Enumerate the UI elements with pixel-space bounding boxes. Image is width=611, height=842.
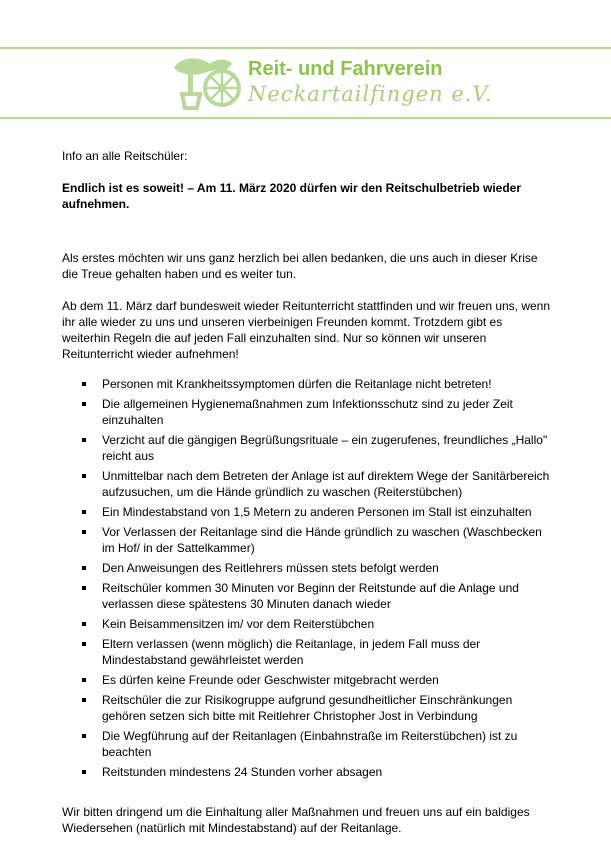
list-item [62,692,552,724]
bullet-icon [82,586,86,590]
rule-text: Verzicht auf die gängigen Begrüßungsrituale – ein zugerufenes, freundliches „Hallo" reicht aus [102,433,548,463]
letter-body [62,148,552,836]
rule-text: Es dürfen keine Freunde oder Geschwister mitgebracht werden [102,673,439,687]
club-logo [170,52,493,114]
rule-text: Reitschüler die zur Risikogruppe aufgrund gesundheitlicher Einschränkungen gehören setzen sich bitte mit Reitlehrer Christopher Jost in Verbindung [102,693,513,723]
letter-headline: Endlich ist es soweit! – Am 11. März 2020 dürfen wir den Reitschulbetrieb wieder aufnehmen. [62,181,522,211]
bullet-icon [82,438,86,442]
letter-thanks-paragraph: Als erstes möchten wir uns ganz herzlich bei allen bedanken, die uns auch in dieser Krise die Treue gehalten haben und es weiter tun. [62,251,538,281]
rule-text: Den Anweisungen des Reitlehrers müssen stets befolgt werden [102,561,439,575]
bullet-icon [82,382,86,386]
bullet-icon [82,698,86,702]
list-item [62,672,552,688]
bullet-icon [82,402,86,406]
header-rule-top [0,47,611,49]
list-item [62,504,552,520]
rule-text: Ein Mindestabstand von 1,5 Metern zu anderen Personen im Stall ist einzuhalten [102,505,532,519]
org-name: Reit- und Fahrverein [248,58,443,80]
rule-text: Vor Verlassen der Reitanlage sind die Hände gründlich zu waschen (Waschbecken im Hof/ in der Sattelkammer) [102,525,542,555]
list-item [62,376,552,392]
list-item [62,636,552,668]
bullet-icon [82,530,86,534]
rule-text: Die allgemeinen Hygienemaßnahmen zum Infektionsschutz sind zu jeder Zeit einzuhalten [102,397,513,427]
org-location: Neckartailfingen e.V. [248,82,493,106]
letter-rules-intro: Ab dem 11. März darf bundesweit wieder Reitunterricht stattfinden und wir freuen uns, wenn ihr alle wieder zu uns und unseren vierbeinigen Freunden kommt. Trotzdem gibt es weiterhin Regeln die auf jeden Fall einzuhalten sind. Nur so können wir unseren Reitunterricht wieder aufnehmen! [62,299,551,361]
bullet-icon [82,770,86,774]
rule-text: Unmittelbar nach dem Betreten der Anlage ist auf direktem Wege der Sanitärbereich aufzusuchen, um die Hände gründlich zu waschen (Reiterstübchen) [102,469,550,499]
letter-salutation: Info an alle Reitschüler: [62,149,188,163]
list-item [62,616,552,632]
bullet-icon [82,642,86,646]
letter-closing: Wir bitten dringend um die Einhaltung aller Maßnahmen und freuen uns auf ein baldiges Wiedersehen (natürlich mit Mindestabstand) auf der Reitanlage. [62,805,530,835]
list-item [62,524,552,556]
header-rule-bottom [0,117,611,119]
list-item [62,728,552,760]
bullet-icon [82,474,86,478]
list-item [62,560,552,576]
rule-text: Reitschüler kommen 30 Minuten vor Beginn der Reitstunde auf die Anlage und verlassen diese spätestens 30 Minuten danach wieder [102,581,519,611]
bullet-icon [82,566,86,570]
bullet-icon [82,678,86,682]
rule-text: Eltern verlassen (wenn möglich) die Reitanlage, in jedem Fall muss der Mindestabstand gewährleistet werden [102,637,481,667]
rules-list [62,376,552,780]
list-item [62,396,552,428]
list-item [62,468,552,500]
bullet-icon [82,734,86,738]
rule-text: Die Wegführung auf der Reitanlagen (Einbahnstraße im Reiterstübchen) ist zu beachten [102,729,518,759]
rule-text: Reitstunden mindestens 24 Stunden vorher absagen [102,765,383,779]
list-item [62,432,552,464]
list-item [62,764,552,780]
bullet-icon [82,510,86,514]
bullet-icon [82,622,86,626]
horse-saddle-wheel-logo-icon [170,52,245,114]
rule-text: Kein Beisammensitzen im/ vor dem Reiterstübchen [102,617,375,631]
list-item [62,580,552,612]
rule-text: Personen mit Krankheitssymptomen dürfen die Reitanlage nicht betreten! [102,377,492,391]
